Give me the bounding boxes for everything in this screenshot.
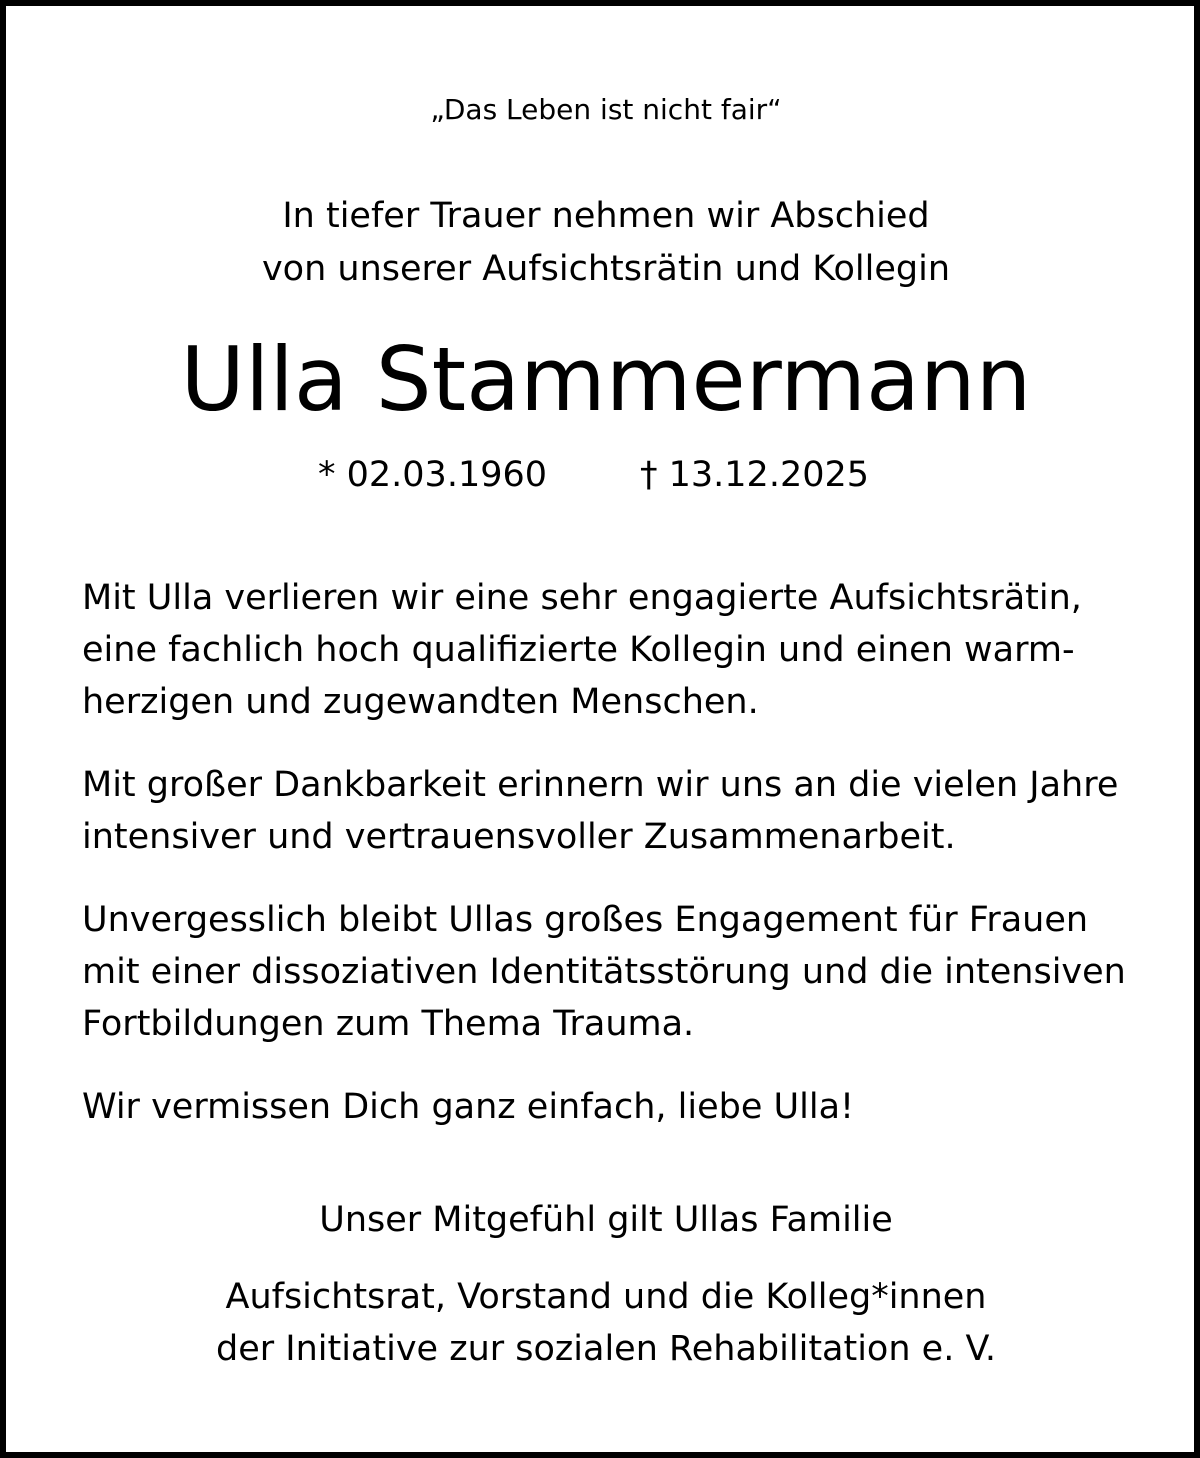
paragraph-2-line-1: Mit großer Dankbarkeit erinnern wir uns an die vielen Jahre bbox=[82, 765, 1119, 805]
condolence-line: Unser Mitgefühl gilt Ullas Familie bbox=[319, 1200, 893, 1240]
paragraph-1-line-2: eine fachlich hoch qualifizierte Kollegin und einen warm- bbox=[82, 630, 1075, 670]
birth-date: * 02.03.1960 bbox=[318, 455, 548, 495]
intro-line-1: In tiefer Trauer nehmen wir Abschied bbox=[282, 196, 930, 236]
paragraph-3-line-1: Unvergesslich bleibt Ullas großes Engagement für Frauen bbox=[82, 900, 1089, 940]
signature-line-1: Aufsichtsrat, Vorstand und die Kolleg*innen bbox=[225, 1277, 987, 1317]
paragraph-1-line-1: Mit Ulla verlieren wir eine sehr engagierte Aufsichtsrätin, bbox=[82, 578, 1082, 618]
signature-line-2: der Initiative zur sozialen Rehabilitation e. V. bbox=[215, 1329, 996, 1369]
paragraph-1-line-3: herzigen und zugewandten Menschen. bbox=[82, 682, 759, 722]
quote: „Das Leben ist nicht fair“ bbox=[430, 93, 782, 126]
intro-line-2: von unserer Aufsichtsrätin und Kollegin bbox=[261, 249, 951, 289]
paragraph-3-line-2: mit einer dissoziativen Identitätsstörung und die intensiven bbox=[82, 952, 1126, 992]
death-date: † 13.12.2025 bbox=[640, 455, 870, 495]
deceased-name: Ulla Stammermann bbox=[180, 328, 1032, 431]
paragraph-4-line-1: Wir vermissen Dich ganz einfach, liebe Ulla! bbox=[82, 1087, 855, 1127]
paragraph-2-line-2: intensiver und vertrauensvoller Zusammenarbeit. bbox=[82, 817, 956, 857]
paragraph-3-line-3: Fortbildungen zum Thema Trauma. bbox=[82, 1004, 695, 1044]
